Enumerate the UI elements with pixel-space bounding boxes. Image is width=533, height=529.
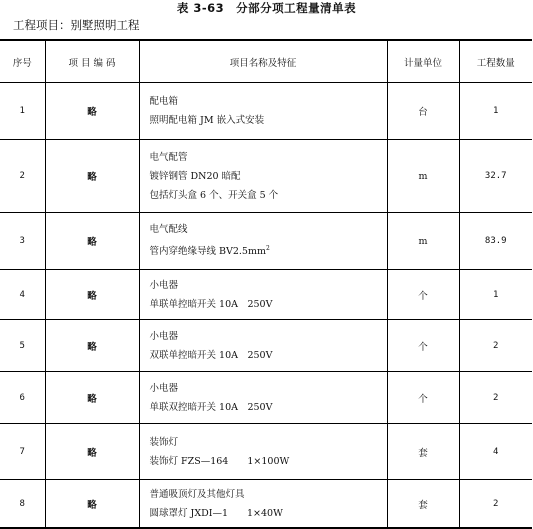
row-name (139, 372, 387, 424)
header-quantity: 工程数量 (459, 40, 532, 83)
row-index: 6 (0, 372, 45, 424)
row-unit: 个 (387, 270, 459, 320)
table-row (0, 320, 532, 372)
row-unit: m (387, 213, 459, 270)
row-code: 略 (45, 480, 139, 529)
table-row (0, 83, 532, 140)
project-label: 工程项目：别墅照明工程 (13, 18, 140, 32)
row-name-line2: 圆球罩灯 JXDI—1 1×40W (149, 507, 283, 519)
row-unit: m (387, 140, 459, 213)
row-quantity: 4 (459, 424, 532, 480)
row-quantity: 2 (459, 480, 532, 529)
row-index: 1 (0, 83, 45, 140)
row-code: 略 (45, 424, 139, 480)
bill-of-quantities-table (0, 39, 532, 529)
row-name (139, 424, 387, 480)
row-index: 3 (0, 213, 45, 270)
row-name-line1: 小电器 (149, 279, 179, 291)
row-name-line2: 单联双控暗开关 10A 250V (149, 401, 273, 413)
row-name-line1: 配电箱 (149, 96, 179, 107)
row-name (139, 480, 387, 529)
row-index: 8 (0, 480, 45, 529)
row-index: 2 (0, 140, 45, 213)
row-name (139, 320, 387, 372)
row-code: 略 (45, 140, 139, 213)
row-name (139, 140, 387, 213)
row-code: 略 (45, 270, 139, 320)
row-name-line1: 电气配管 (149, 151, 188, 163)
row-unit: 套 (387, 424, 459, 480)
table-row (0, 480, 532, 529)
row-name (139, 270, 387, 320)
row-name-line2: 管内穿绝缘导线 BV2.5mm (149, 246, 266, 258)
row-name-line2: 双联单控暗开关 10A 250V (149, 349, 273, 361)
table-row (0, 140, 532, 213)
table-row (0, 424, 532, 480)
row-unit: 台 (387, 83, 459, 140)
row-name (139, 83, 387, 140)
header-code: 项 目 编 码 (45, 40, 139, 83)
row-name-line2: 镀锌钢管 DN20 暗配 (149, 170, 241, 182)
row-name-line2: 装饰灯 FZS—164 1×100W (149, 455, 290, 467)
row-name-line2: 单联单控暗开关 10A 250V (149, 298, 273, 310)
row-quantity: 83.9 (459, 213, 532, 270)
row-index: 5 (0, 320, 45, 372)
header-row (0, 40, 532, 83)
row-unit: 个 (387, 320, 459, 372)
row-quantity: 1 (459, 270, 532, 320)
row-name-line1: 电气配线 (149, 224, 188, 236)
table-title: 表 3-63 分部分项工程量清单表 (176, 1, 357, 15)
row-code: 略 (45, 372, 139, 424)
header-index: 序号 (0, 40, 45, 83)
row-code: 略 (45, 213, 139, 270)
row-name-line3: 包括灯头盒 6 个、开关盒 5 个 (149, 189, 279, 201)
row-unit: 个 (387, 372, 459, 424)
row-quantity: 1 (459, 83, 532, 140)
row-name-line1: 小电器 (149, 330, 179, 342)
row-quantity: 2 (459, 320, 532, 372)
row-name-line1: 普通吸顶灯及其他灯具 (149, 488, 245, 500)
row-index: 7 (0, 424, 45, 480)
row-unit: 套 (387, 480, 459, 529)
row-name (139, 213, 387, 270)
row-code: 略 (45, 83, 139, 140)
row-name-line1: 小电器 (149, 382, 179, 394)
row-quantity: 2 (459, 372, 532, 424)
table-row (0, 213, 532, 270)
row-index: 4 (0, 270, 45, 320)
row-quantity: 32.7 (459, 140, 532, 213)
row-code: 略 (45, 320, 139, 372)
row-name-line1: 装饰灯 (149, 436, 179, 448)
row-name-line2-wrap (150, 239, 387, 261)
table-row (0, 270, 532, 320)
header-name: 项目名称及特征 (139, 40, 387, 83)
row-name-line2: 照明配电箱 JM 嵌入式安装 (149, 115, 265, 126)
superscript-exponent: 2 (266, 245, 270, 253)
header-unit: 计量单位 (387, 40, 459, 83)
table-row (0, 372, 532, 424)
